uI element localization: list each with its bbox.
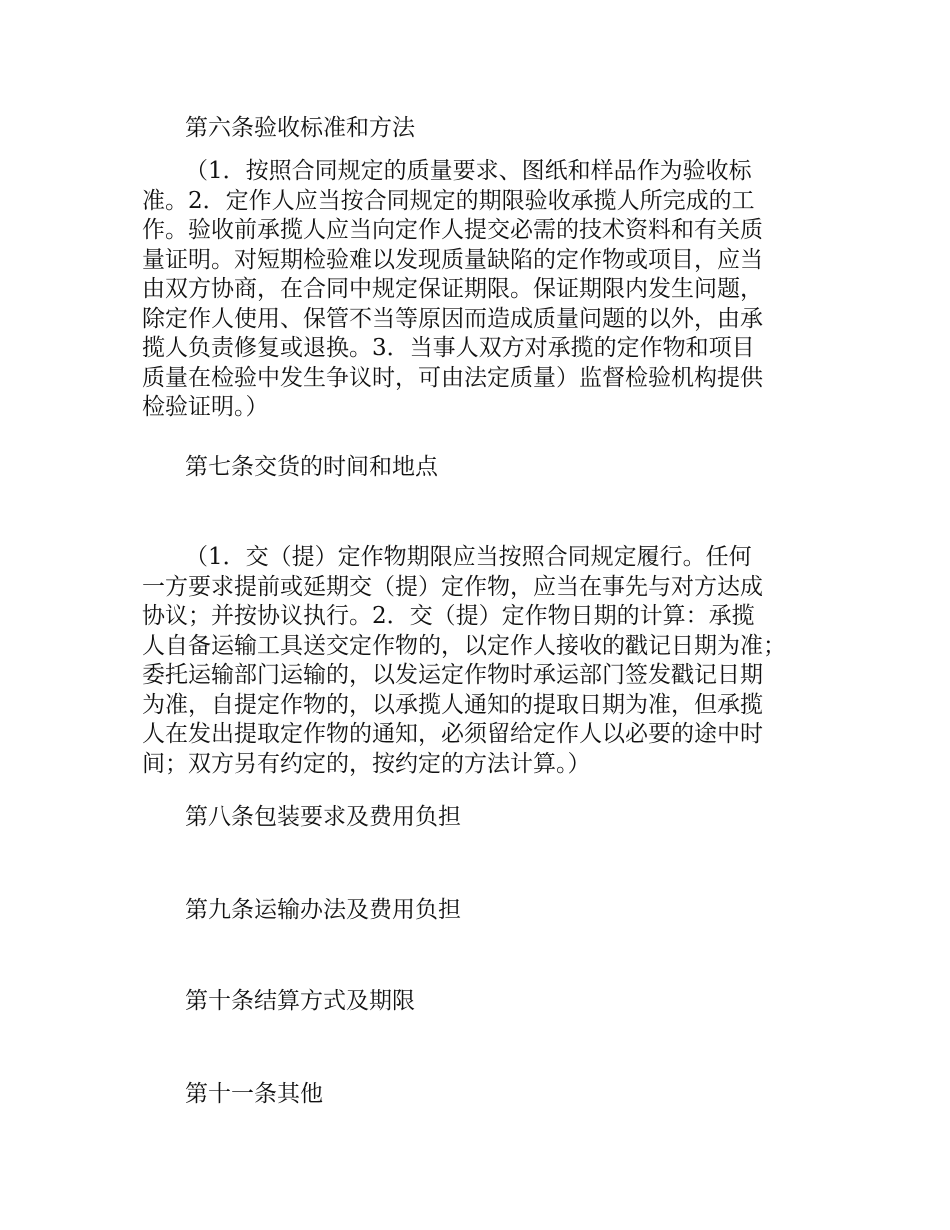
text-line: 作。验收前承揽人应当向定作人提交必需的技术资料和有关质 [142, 217, 763, 243]
text-line: 间；双方另有约定的，按约定的方法计算。） [142, 750, 591, 777]
text-line: 协议；并按协议执行。2．交（提）定作物日期的计算：承揽 [142, 603, 755, 629]
text-line: 准。2．定作人应当按合同规定的期限验收承揽人所完成的工 [142, 187, 755, 214]
text-line: 质量在检验中发生争议时，可由法定质量）监督检验机构提供 [142, 364, 763, 391]
text-line: 量证明。对短期检验难以发现质量缺陷的定作物或项目，应当 [142, 246, 763, 273]
text-line: 由双方协商，在合同中规定保证期限。保证期限内发生问题， [142, 276, 763, 302]
section-6-heading: 第六条验收标准和方法 [185, 115, 415, 141]
text-line: 委托运输部门运输的，以发运定作物时承运部门签发戳记日期 [142, 662, 763, 688]
section-8-heading: 第八条包装要求及费用负担 [185, 804, 461, 830]
section-7-heading: 第七条交货的时间和地点 [185, 454, 438, 480]
text-line: 揽人负责修复或退换。3．当事人双方对承揽的定作物和项目 [142, 335, 755, 361]
text-line: 除定作人使用、保管不当等原因而造成质量问题的以外，由承 [142, 305, 763, 332]
section-10-heading: 第十条结算方式及期限 [185, 988, 415, 1014]
text-line: 为准，自提定作物的，以承揽人通知的提取日期为准，但承揽 [142, 691, 763, 718]
text-line: 人在发出提取定作物的通知，必须留给定作人以必要的途中时 [142, 721, 763, 747]
section-11-heading: 第十一条其他 [185, 1081, 323, 1107]
section-6-body [142, 157, 842, 423]
text-line: 检验证明。） [142, 394, 269, 420]
section-9-heading: 第九条运输办法及费用负担 [185, 897, 461, 923]
section-7-body [142, 543, 842, 779]
text-line: （1．按照合同规定的质量要求、图纸和样品作为验收标 [185, 158, 752, 184]
text-line: 人自备运输工具送交定作物的，以定作人接收的戳记日期为准； [142, 632, 786, 659]
text-line: （1．交（提）定作物期限应当按照合同规定履行。任何 [185, 544, 752, 570]
text-line: 一方要求提前或延期交（提）定作物，应当在事先与对方达成 [142, 573, 763, 600]
